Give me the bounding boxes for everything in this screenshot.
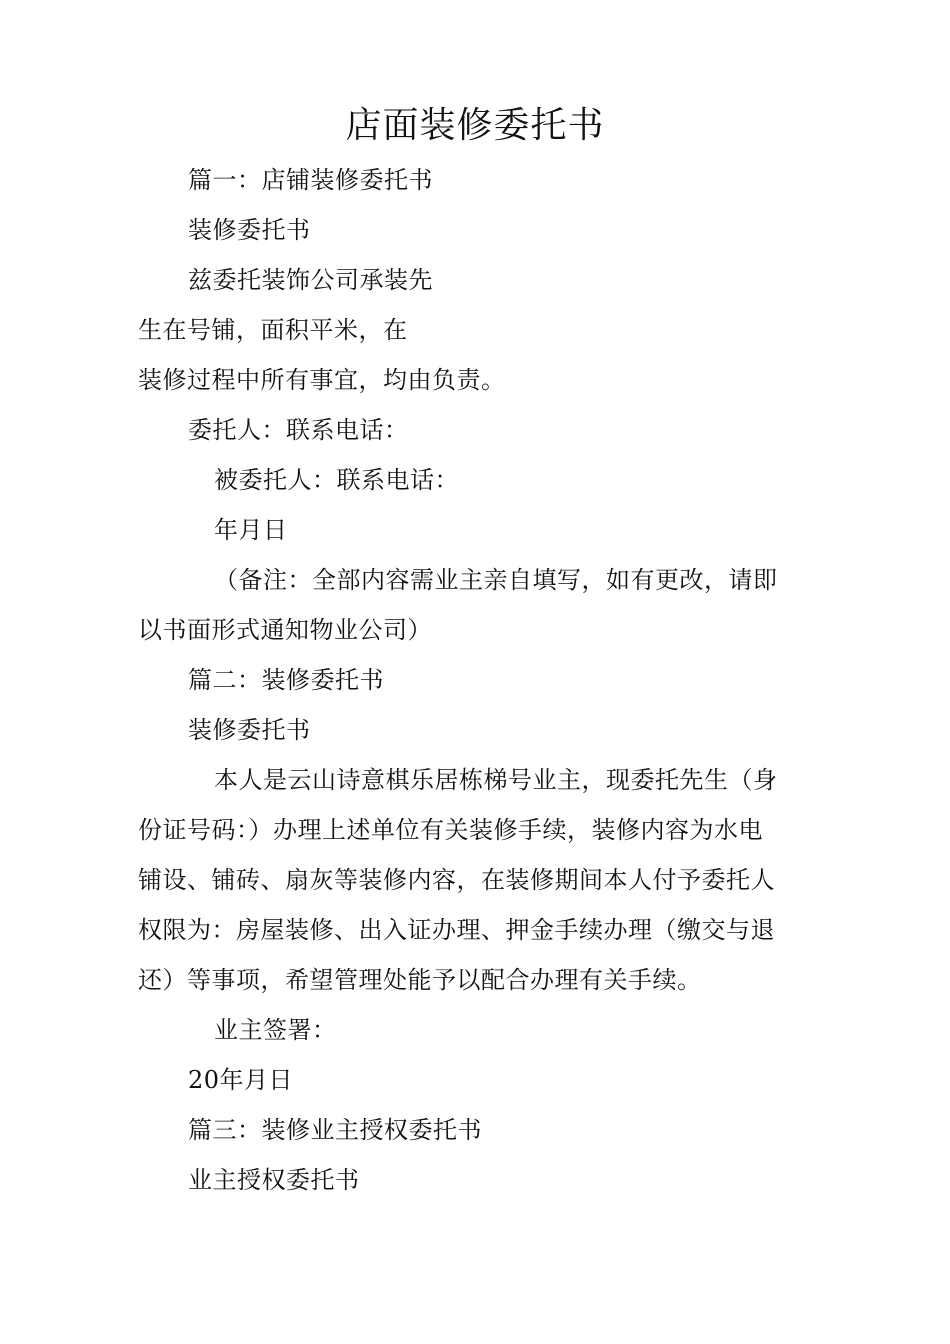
section-heading-2: 篇二：装修委托书 bbox=[188, 666, 384, 694]
paragraph-line: 装修过程中所有事宜，均由负责。 bbox=[138, 366, 506, 394]
paragraph-line: 业主授权委托书 bbox=[188, 1166, 360, 1194]
section-heading-1: 篇一：店铺装修委托书 bbox=[188, 166, 433, 194]
paragraph-line: 年月日 bbox=[214, 516, 288, 544]
paragraph-line: 委托人：联系电话： bbox=[188, 416, 409, 444]
paragraph-line: 本人是云山诗意棋乐居栋梯号业主，现委托先生（身 bbox=[214, 766, 778, 794]
paragraph-line: （备注：全部内容需业主亲自填写，如有更改，请即 bbox=[214, 566, 778, 594]
paragraph-line: 装修委托书 bbox=[188, 216, 311, 244]
paragraph-line: 还）等事项，希望管理处能予以配合办理有关手续。 bbox=[138, 966, 702, 994]
document-title: 店面装修委托书 bbox=[345, 105, 605, 146]
paragraph-line: 以书面形式通知物业公司） bbox=[138, 616, 432, 644]
paragraph-line: 生在号铺，面积平米，在 bbox=[138, 316, 408, 344]
paragraph-line: 装修委托书 bbox=[188, 716, 311, 744]
paragraph-line: 业主签署： bbox=[214, 1016, 337, 1044]
paragraph-line: 份证号码：）办理上述单位有关装修手续，装修内容为水电 bbox=[138, 816, 763, 844]
paragraph-line: 兹委托装饰公司承装先 bbox=[188, 266, 433, 294]
paragraph-line: 被委托人：联系电话： bbox=[214, 466, 459, 494]
paragraph-line: 20年月日 bbox=[188, 1066, 294, 1094]
paragraph-line: 铺设、铺砖、扇灰等装修内容，在装修期间本人付予委托人 bbox=[138, 866, 775, 894]
paragraph-line: 权限为：房屋装修、出入证办理、押金手续办理（缴交与退 bbox=[138, 916, 775, 944]
section-heading-3: 篇三：装修业主授权委托书 bbox=[188, 1116, 482, 1144]
